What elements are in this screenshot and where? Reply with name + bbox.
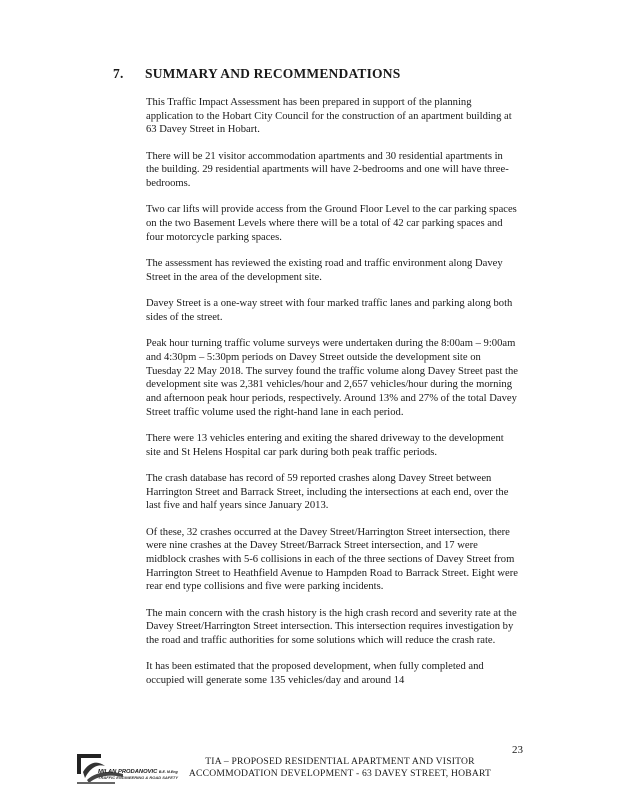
paragraph: There will be 21 visitor accommodation apartments and 30 residential apartments in the building. 29 residential apartments will have 2-bedrooms and one will have three-bedrooms.	[146, 150, 509, 190]
body-text	[146, 96, 518, 700]
paragraph: Peak hour turning traffic volume surveys were undertaken during the 8:00am – 9:00am and 4:30pm – 5:30pm periods on Davey Street outside the development site on Tuesday 22 May 2018. The survey found the traffic volume along Davey Street past the development site was 2,381 vehicles/hour and 2,657 vehicles/hour during the morning and afternoon peak hour periods, respectively. Around 13% and 27% of the total Davey Street traffic volume used the right-hand lane in each period.	[146, 338, 518, 418]
paragraph: Of these, 32 crashes occurred at the Davey Street/Harrington Street intersection, there were nine crashes at the Davey Street/Barrack Street intersection, and 17 were midblock crashes with 5-6 collisions in each of the three sections of Davey Street from Harrington Street to Heathfield Avenue to Hampden Road to Barrack Street. Eight were rear end type collisions and five were parking incidents.	[146, 526, 518, 593]
section-heading	[113, 66, 400, 82]
paragraph: The assessment has reviewed the existing road and traffic environment along Davey Street in the area of the development site.	[146, 258, 503, 283]
footer-line-2: ACCOMMODATION DEVELOPMENT - 63 DAVEY STREET, HOBART	[188, 768, 492, 779]
page-footer	[170, 756, 510, 780]
section-number: 7.	[113, 66, 124, 81]
paragraph: Two car lifts will provide access from the Ground Floor Level to the car parking spaces on the two Basement Levels where there will be a total of 42 car parking spaces and four motorcycle parking spaces.	[146, 204, 517, 243]
paragraph: Davey Street is a one-way street with four marked traffic lanes and parking along both sides of the street.	[146, 298, 513, 323]
footer-line-1: TIA – PROPOSED RESIDENTIAL APARTMENT AND VISITOR	[205, 756, 475, 767]
section-title: SUMMARY AND RECOMMENDATIONS	[145, 66, 401, 81]
paragraph: The main concern with the crash history is the high crash record and severity rate at the Davey Street/Harrington Street intersection. This intersection requires investigation by the road and traffic authorities for some solutions which will reduce the crash rate.	[146, 607, 517, 647]
paragraph: This Traffic Impact Assessment has been prepared in support of the planning application to the Hobart City Council for the construction of an apartment building at 63 Davey Street in Hobart.	[146, 97, 512, 136]
page-number: 23	[512, 744, 523, 756]
paragraph: There were 13 vehicles entering and exiting the shared driveway to the development site and St Helens Hospital car park during both peak traffic periods.	[146, 432, 504, 458]
logo-name: MILAN PRODANOVIC B.E. M.Eng	[98, 769, 178, 775]
logo-text	[98, 769, 178, 782]
paragraph: It has been estimated that the proposed development, when fully completed and occupied will generate some 135 vehicles/day and around 14	[146, 661, 484, 687]
paragraph: The crash database has record of 59 reported crashes along Davey Street between Harrington Street and Barrack Street, including the intersections at each end, over the last five and half years since January 2013.	[146, 472, 509, 512]
logo-tagline: TRAFFIC ENGINEERING & ROAD SAFETY	[98, 775, 179, 781]
